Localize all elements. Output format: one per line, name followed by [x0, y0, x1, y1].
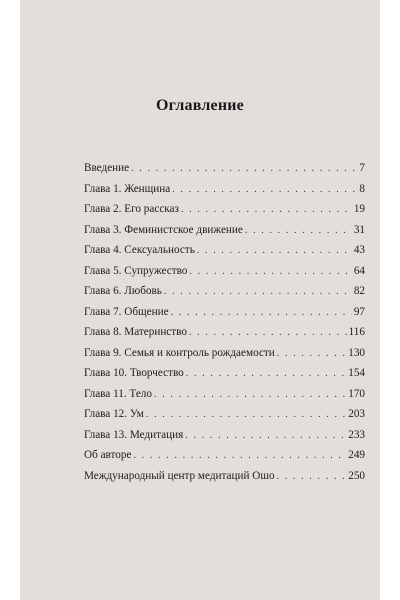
- toc-entry: [84, 470, 365, 491]
- toc-entry: [84, 162, 365, 183]
- toc-entry: [84, 285, 365, 306]
- toc-leader-dots: [146, 409, 346, 420]
- toc-entry: [84, 203, 365, 224]
- page-title: Оглавление: [156, 97, 244, 114]
- toc-entry-page-number: 43: [353, 244, 365, 256]
- toc-leader-dots: [131, 163, 357, 174]
- toc-entry: [84, 347, 365, 368]
- toc-entry: [84, 367, 365, 388]
- table-of-contents: [84, 162, 365, 490]
- toc-entry-page-number: 250: [348, 469, 365, 482]
- toc-leader-dots: [277, 471, 347, 482]
- toc-entry-label: Глава 1. Женщина: [84, 182, 171, 195]
- toc-entry-page-number: 154: [348, 367, 365, 379]
- toc-entry-label: Глава 4. Сексуальность: [84, 244, 195, 256]
- toc-entry-label: Введение: [84, 162, 130, 174]
- toc-entry: [84, 224, 365, 245]
- toc-entry-label: Глава 7. Общение: [84, 305, 169, 318]
- toc-entry-label: Глава 10. Творчество: [84, 367, 184, 379]
- toc-leader-dots: [154, 389, 346, 400]
- toc-leader-dots: [277, 348, 346, 359]
- toc-leader-dots: [186, 368, 346, 379]
- toc-entry-label: Глава 5. Супружество: [84, 264, 188, 277]
- toc-entry: [84, 429, 365, 450]
- toc-entry: [84, 306, 365, 327]
- toc-entry-label: Глава 12. Ум: [84, 408, 144, 420]
- toc-entry-page-number: 249: [348, 449, 365, 461]
- toc-leader-dots: [189, 327, 347, 338]
- toc-entry-label: Глава 6. Любовь: [84, 285, 162, 297]
- toc-leader-dots: [197, 245, 352, 256]
- toc-entry-label: Глава 2. Его рассказ: [84, 203, 179, 215]
- toc-entry-page-number: 19: [353, 203, 365, 215]
- toc-entry: [84, 408, 365, 429]
- toc-leader-dots: [185, 430, 346, 441]
- toc-entry-page-number: 203: [348, 408, 365, 420]
- toc-entry: [84, 388, 365, 409]
- toc-entry-page-number: 97: [353, 305, 365, 318]
- toc-entry: [84, 265, 365, 286]
- toc-entry: [84, 244, 365, 265]
- toc-entry-label: Глава 9. Семья и контроль рождаемости: [84, 346, 275, 359]
- toc-leader-dots: [172, 184, 357, 195]
- toc-entry-page-number: 8: [359, 182, 365, 195]
- toc-entry-label: Об авторе: [84, 449, 132, 461]
- toc-entry-label: Глава 3. Феминистское движение: [84, 223, 243, 236]
- toc-entry-label: Глава 11. Тело: [84, 387, 152, 400]
- toc-entry-page-number: 64: [353, 264, 365, 277]
- toc-leader-dots: [171, 307, 352, 318]
- toc-entry: [84, 449, 365, 470]
- toc-entry-label: Международный центр медитаций Ошо: [84, 469, 275, 482]
- toc-entry: [84, 183, 365, 204]
- toc-leader-dots: [189, 266, 351, 277]
- toc-leader-dots: [181, 204, 352, 215]
- book-page: [20, 0, 380, 600]
- toc-entry-page-number: 170: [348, 387, 365, 400]
- toc-entry-label: Глава 8. Материнство: [84, 326, 187, 338]
- toc-entry-page-number: 7: [359, 162, 365, 174]
- toc-entry-page-number: 233: [348, 428, 365, 441]
- toc-leader-dots: [245, 225, 352, 236]
- toc-entry-page-number: 82: [353, 285, 365, 297]
- toc-entry: [84, 326, 365, 347]
- toc-leader-dots: [133, 450, 346, 461]
- toc-entry-page-number: 130: [348, 346, 365, 359]
- toc-leader-dots: [164, 286, 352, 297]
- toc-entry-label: Глава 13. Медитация: [84, 428, 184, 441]
- toc-entry-page-number: 116: [348, 326, 365, 338]
- toc-entry-page-number: 31: [353, 223, 365, 236]
